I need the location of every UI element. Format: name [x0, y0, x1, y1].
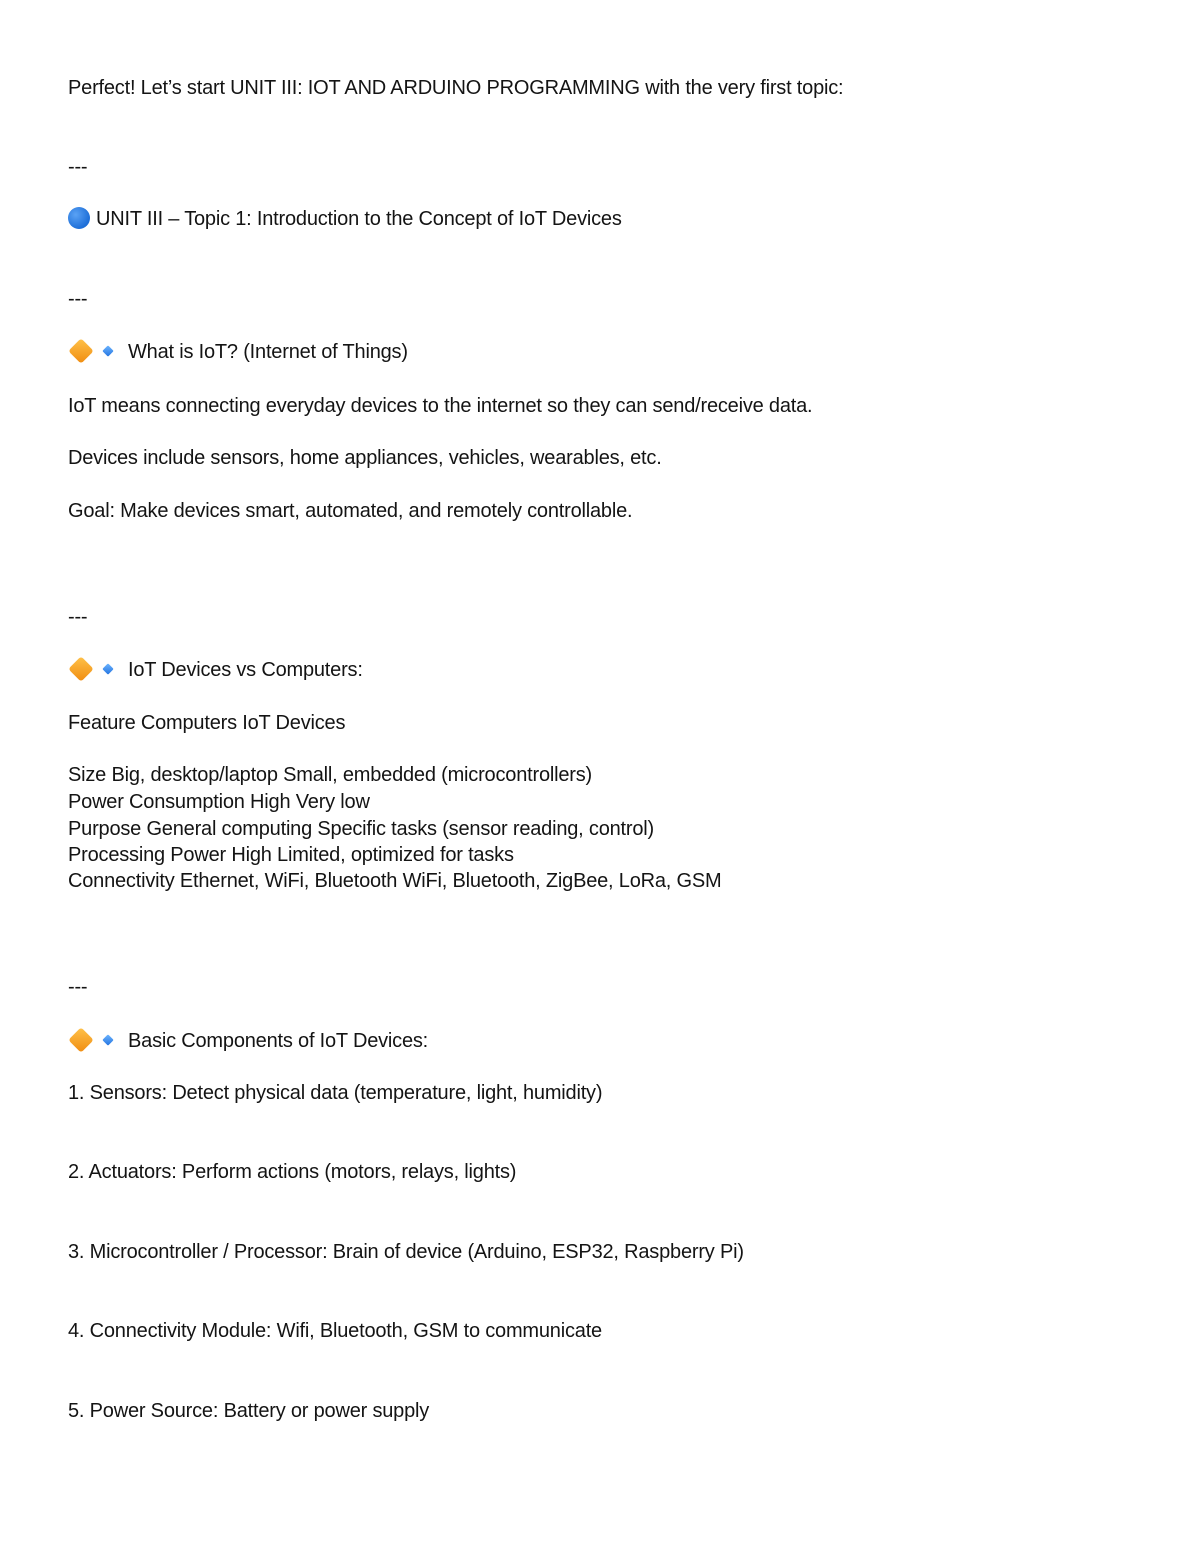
list-item: 5. Power Source: Battery or power supply [68, 1400, 430, 1422]
list-item: 3. Microcontroller / Processor: Brain of device (Arduino, ESP32, Raspberry Pi) [68, 1241, 744, 1263]
comparison-row: Processing Power High Limited, optimized for tasks [68, 844, 514, 866]
orange-diamond-icon [68, 1027, 93, 1052]
section-heading-vs [68, 657, 363, 684]
section-heading-text: IoT Devices vs Computers: [128, 659, 363, 681]
separator: --- [68, 976, 88, 998]
section-heading-components [68, 1028, 428, 1055]
section-heading-what [68, 339, 408, 366]
list-item: 2. Actuators: Perform actions (motors, relays, lights) [68, 1161, 517, 1183]
separator: --- [68, 606, 88, 628]
paragraph: Devices include sensors, home appliances, vehicles, wearables, etc. [68, 447, 662, 469]
small-blue-diamond-icon [102, 345, 113, 356]
small-blue-diamond-icon [102, 663, 113, 674]
separator: --- [68, 156, 88, 178]
orange-diamond-icon [68, 338, 93, 363]
comparison-row: Purpose General computing Specific tasks (sensor reading, control) [68, 818, 654, 840]
paragraph: Goal: Make devices smart, automated, and remotely controllable. [68, 500, 633, 522]
paragraph: IoT means connecting everyday devices to the internet so they can send/receive data. [68, 395, 813, 417]
list-item: 1. Sensors: Detect physical data (temperature, light, humidity) [68, 1082, 603, 1104]
comparison-row: Power Consumption High Very low [68, 791, 370, 813]
orange-diamond-icon [68, 656, 93, 681]
section-heading-text: What is IoT? (Internet of Things) [128, 341, 408, 363]
comparison-row: Connectivity Ethernet, WiFi, Bluetooth WiFi, Bluetooth, ZigBee, LoRa, GSM [68, 870, 722, 892]
intro-text: Perfect! Let’s start UNIT III: IOT AND ARDUINO PROGRAMMING with the very first topic: [68, 77, 844, 99]
list-item: 4. Connectivity Module: Wifi, Bluetooth, GSM to communicate [68, 1320, 602, 1342]
section-heading-text: Basic Components of IoT Devices: [128, 1030, 429, 1052]
comparison-row: Size Big, desktop/laptop Small, embedded (microcontrollers) [68, 764, 593, 786]
blue-circle-icon [68, 207, 90, 229]
comparison-header-row: Feature Computers IoT Devices [68, 712, 346, 734]
separator: --- [68, 288, 88, 310]
unit-title-text: UNIT III – Topic 1: Introduction to the Concept of IoT Devices [96, 208, 622, 230]
unit-title [68, 206, 622, 233]
small-blue-diamond-icon [102, 1034, 113, 1045]
